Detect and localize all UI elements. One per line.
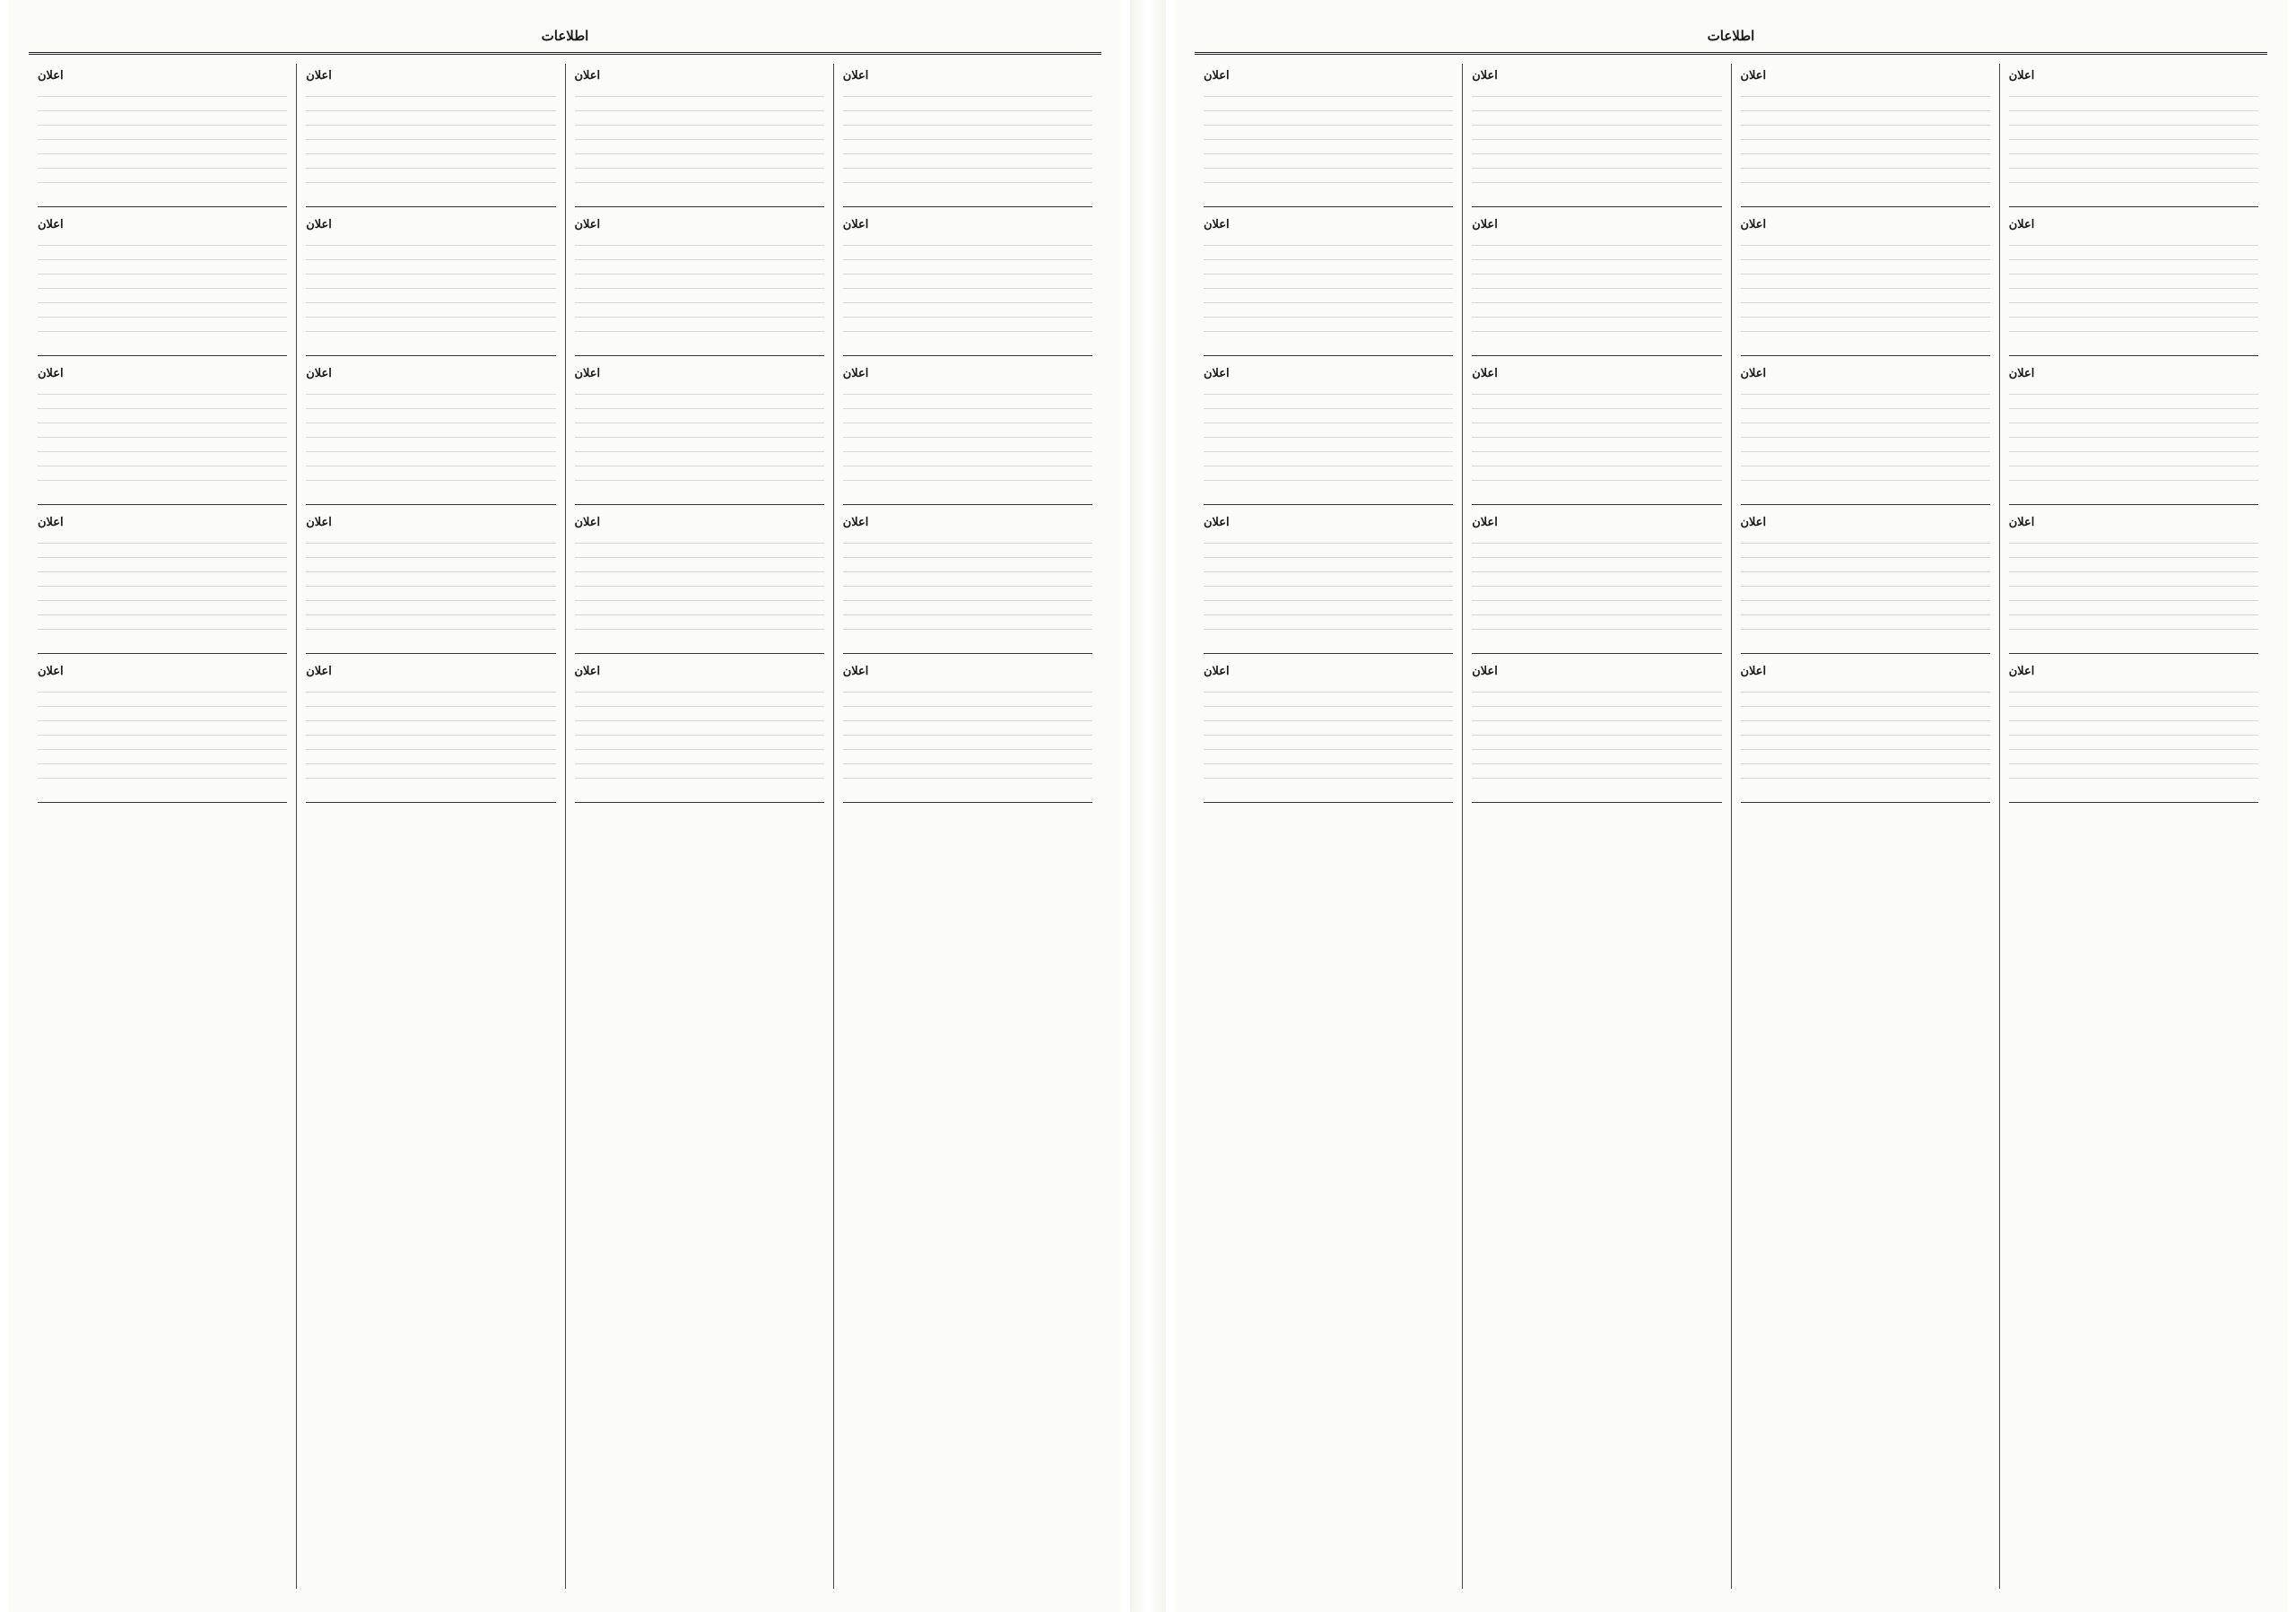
- notice-body: [575, 682, 824, 789]
- notice-footer: [1204, 789, 1453, 793]
- news-column: [833, 64, 1101, 1589]
- notice-title: اعلان: [306, 69, 332, 83]
- notice-footer: [575, 492, 824, 495]
- notice-header: [2009, 663, 2258, 682]
- legal-notice: [1472, 213, 1721, 356]
- notice-footer: [306, 194, 555, 197]
- notice-header: [306, 365, 555, 384]
- notice-title: اعلان: [1472, 665, 1498, 678]
- notice-title: اعلان: [574, 218, 601, 231]
- notice-body: [575, 533, 824, 640]
- notice-header: [1472, 216, 1721, 235]
- notice-body: [1472, 235, 1721, 343]
- notice-title: اعلان: [842, 367, 869, 380]
- notice-title: اعلان: [574, 516, 601, 529]
- legal-notice: [575, 213, 824, 356]
- notice-body: [1204, 384, 1453, 492]
- notice-footer: [1204, 492, 1453, 495]
- notice-header: [1472, 365, 1721, 384]
- notice-header: [38, 663, 287, 682]
- notice-header: [843, 67, 1092, 86]
- notice-body: [1472, 682, 1721, 789]
- notice-title: اعلان: [1740, 665, 1767, 678]
- notice-body: [306, 533, 555, 640]
- notice-body: [575, 86, 824, 194]
- legal-notice: [843, 213, 1092, 356]
- notice-body: [38, 533, 287, 640]
- notice-header: [1204, 216, 1453, 235]
- notice-title: اعلان: [574, 367, 601, 380]
- notice-footer: [1472, 194, 1721, 197]
- notice-body: [2009, 533, 2258, 640]
- notice-body: [843, 86, 1092, 194]
- notice-footer: [2009, 194, 2258, 197]
- notice-header: [843, 663, 1092, 682]
- notice-title: اعلان: [1204, 69, 1230, 83]
- notice-title: اعلان: [842, 69, 869, 83]
- notice-footer: [38, 194, 287, 197]
- column-grid: [1195, 64, 2267, 1589]
- right-page: [1175, 0, 2287, 1612]
- news-column: [1731, 64, 1999, 1589]
- notice-title: اعلان: [2008, 367, 2035, 380]
- notice-header: [843, 365, 1092, 384]
- notice-footer: [843, 640, 1092, 644]
- notice-header: [306, 514, 555, 533]
- notice-title: اعلان: [1740, 218, 1767, 231]
- notice-footer: [1204, 343, 1453, 346]
- notice-header: [575, 514, 824, 533]
- notice-header: [1741, 216, 1990, 235]
- notice-title: اعلان: [1204, 218, 1230, 231]
- notice-body: [1204, 86, 1453, 194]
- notice-title: اعلان: [1472, 367, 1498, 380]
- notice-footer: [2009, 492, 2258, 495]
- running-head: [1195, 25, 2267, 55]
- legal-notice: [1741, 510, 1990, 654]
- notice-footer: [306, 492, 555, 495]
- notice-header: [38, 67, 287, 86]
- running-head: [29, 25, 1101, 55]
- notice-footer: [38, 640, 287, 644]
- notice-header: [575, 663, 824, 682]
- notice-footer: [843, 789, 1092, 793]
- notice-title: اعلان: [306, 367, 332, 380]
- notice-title: اعلان: [574, 69, 601, 83]
- notice-header: [1472, 514, 1721, 533]
- notice-header: [575, 67, 824, 86]
- notice-body: [2009, 235, 2258, 343]
- legal-notice: [1472, 362, 1721, 505]
- legal-notice: [1472, 510, 1721, 654]
- notice-title: اعلان: [2008, 69, 2035, 83]
- legal-notice: [306, 213, 555, 356]
- left-page: [9, 0, 1121, 1612]
- page-gutter: [1130, 0, 1166, 1612]
- notice-header: [38, 216, 287, 235]
- notice-footer: [575, 343, 824, 346]
- legal-notice: [1741, 362, 1990, 505]
- notice-footer: [2009, 789, 2258, 793]
- notice-title: اعلان: [1204, 665, 1230, 678]
- legal-notice: [38, 64, 287, 207]
- notice-body: [1741, 533, 1990, 640]
- notice-title: اعلان: [306, 665, 332, 678]
- notice-header: [1204, 67, 1453, 86]
- notice-header: [1741, 663, 1990, 682]
- notice-footer: [38, 343, 287, 346]
- notice-title: اعلان: [1740, 69, 1767, 83]
- notice-footer: [1741, 640, 1990, 644]
- notice-footer: [38, 789, 287, 793]
- notice-title: اعلان: [38, 218, 64, 231]
- notice-body: [843, 384, 1092, 492]
- legal-notice: [38, 213, 287, 356]
- notice-footer: [1204, 640, 1453, 644]
- notice-body: [1472, 384, 1721, 492]
- notice-title: اعلان: [306, 218, 332, 231]
- legal-notice: [2009, 510, 2258, 654]
- notice-header: [2009, 67, 2258, 86]
- notice-footer: [1472, 640, 1721, 644]
- notice-header: [1204, 514, 1453, 533]
- notice-title: اعلان: [842, 665, 869, 678]
- legal-notice: [575, 64, 824, 207]
- news-column: [1999, 64, 2267, 1589]
- legal-notice: [843, 64, 1092, 207]
- notice-footer: [843, 194, 1092, 197]
- notice-title: اعلان: [842, 218, 869, 231]
- legal-notice: [1741, 213, 1990, 356]
- legal-notice: [38, 659, 287, 803]
- notice-body: [306, 86, 555, 194]
- legal-notice: [843, 362, 1092, 505]
- notice-header: [2009, 216, 2258, 235]
- notice-footer: [575, 640, 824, 644]
- notice-header: [1204, 663, 1453, 682]
- notice-title: اعلان: [1204, 367, 1230, 380]
- notice-body: [1472, 533, 1721, 640]
- legal-notice: [1741, 64, 1990, 207]
- notice-title: اعلان: [2008, 218, 2035, 231]
- notice-title: اعلان: [2008, 516, 2035, 529]
- notice-body: [1741, 235, 1990, 343]
- legal-notice: [2009, 362, 2258, 505]
- notice-header: [1472, 663, 1721, 682]
- notice-title: اعلان: [1472, 218, 1498, 231]
- notice-body: [843, 533, 1092, 640]
- notice-body: [1204, 682, 1453, 789]
- legal-notice: [306, 362, 555, 505]
- legal-notice: [38, 362, 287, 505]
- notice-header: [1741, 365, 1990, 384]
- notice-body: [38, 86, 287, 194]
- notice-title: اعلان: [38, 69, 64, 83]
- notice-title: اعلان: [1472, 516, 1498, 529]
- notice-footer: [1472, 789, 1721, 793]
- notice-footer: [843, 343, 1092, 346]
- notice-header: [1204, 365, 1453, 384]
- notice-footer: [306, 343, 555, 346]
- notice-title: اعلان: [1740, 367, 1767, 380]
- notice-body: [2009, 384, 2258, 492]
- notice-footer: [1741, 194, 1990, 197]
- legal-notice: [575, 659, 824, 803]
- legal-notice: [1204, 64, 1453, 207]
- legal-notice: [1204, 213, 1453, 356]
- notice-footer: [843, 492, 1092, 495]
- notice-footer: [1741, 789, 1990, 793]
- legal-notice: [575, 510, 824, 654]
- notice-footer: [575, 789, 824, 793]
- notice-title: اعلان: [1740, 516, 1767, 529]
- notice-footer: [38, 492, 287, 495]
- notice-body: [1741, 384, 1990, 492]
- notice-header: [575, 365, 824, 384]
- notice-body: [306, 384, 555, 492]
- notice-footer: [1741, 492, 1990, 495]
- notice-header: [38, 365, 287, 384]
- notice-body: [306, 682, 555, 789]
- notice-header: [1741, 514, 1990, 533]
- notice-body: [575, 235, 824, 343]
- notice-header: [38, 514, 287, 533]
- notice-footer: [2009, 640, 2258, 644]
- news-column: [29, 64, 296, 1589]
- legal-notice: [1741, 659, 1990, 803]
- notice-footer: [2009, 343, 2258, 346]
- notice-footer: [575, 194, 824, 197]
- notice-body: [306, 235, 555, 343]
- notice-footer: [1472, 343, 1721, 346]
- notice-header: [843, 514, 1092, 533]
- legal-notice: [1204, 362, 1453, 505]
- notice-footer: [306, 640, 555, 644]
- news-column: [565, 64, 833, 1589]
- notice-body: [1472, 86, 1721, 194]
- notice-header: [306, 216, 555, 235]
- notice-header: [575, 216, 824, 235]
- notice-header: [2009, 365, 2258, 384]
- legal-notice: [1472, 64, 1721, 207]
- legal-notice: [2009, 213, 2258, 356]
- notice-header: [1741, 67, 1990, 86]
- notice-body: [38, 235, 287, 343]
- notice-body: [1204, 533, 1453, 640]
- notice-body: [1204, 235, 1453, 343]
- legal-notice: [843, 659, 1092, 803]
- news-column: [1462, 64, 1730, 1589]
- notice-footer: [1204, 194, 1453, 197]
- notice-header: [843, 216, 1092, 235]
- notice-header: [2009, 514, 2258, 533]
- legal-notice: [1204, 510, 1453, 654]
- notice-title: اعلان: [38, 367, 64, 380]
- notice-header: [1472, 67, 1721, 86]
- news-column: [296, 64, 564, 1589]
- notice-header: [306, 663, 555, 682]
- notice-body: [38, 384, 287, 492]
- legal-notice: [306, 659, 555, 803]
- notice-title: اعلان: [1472, 69, 1498, 83]
- notice-body: [1741, 86, 1990, 194]
- legal-notice: [2009, 659, 2258, 803]
- notice-footer: [1472, 492, 1721, 495]
- notice-title: اعلان: [38, 665, 64, 678]
- notice-body: [575, 384, 824, 492]
- notice-body: [843, 682, 1092, 789]
- notice-footer: [1741, 343, 1990, 346]
- notice-body: [1741, 682, 1990, 789]
- legal-notice: [306, 510, 555, 654]
- notice-body: [2009, 682, 2258, 789]
- column-grid: [29, 64, 1101, 1589]
- notice-title: اعلان: [306, 516, 332, 529]
- notice-title: اعلان: [2008, 665, 2035, 678]
- notice-footer: [306, 789, 555, 793]
- legal-notice: [38, 510, 287, 654]
- running-head-title: اطلاعات: [541, 28, 589, 44]
- notice-body: [843, 235, 1092, 343]
- running-head-title: اطلاعات: [1707, 28, 1755, 44]
- notice-body: [2009, 86, 2258, 194]
- notice-header: [306, 67, 555, 86]
- news-column: [1195, 64, 1462, 1589]
- legal-notice: [306, 64, 555, 207]
- legal-notice: [1472, 659, 1721, 803]
- legal-notice: [2009, 64, 2258, 207]
- notice-title: اعلان: [38, 516, 64, 529]
- notice-title: اعلان: [1204, 516, 1230, 529]
- legal-notice: [575, 362, 824, 505]
- legal-notice: [1204, 659, 1453, 803]
- legal-notice: [843, 510, 1092, 654]
- notice-title: اعلان: [842, 516, 869, 529]
- notice-body: [38, 682, 287, 789]
- notice-title: اعلان: [574, 665, 601, 678]
